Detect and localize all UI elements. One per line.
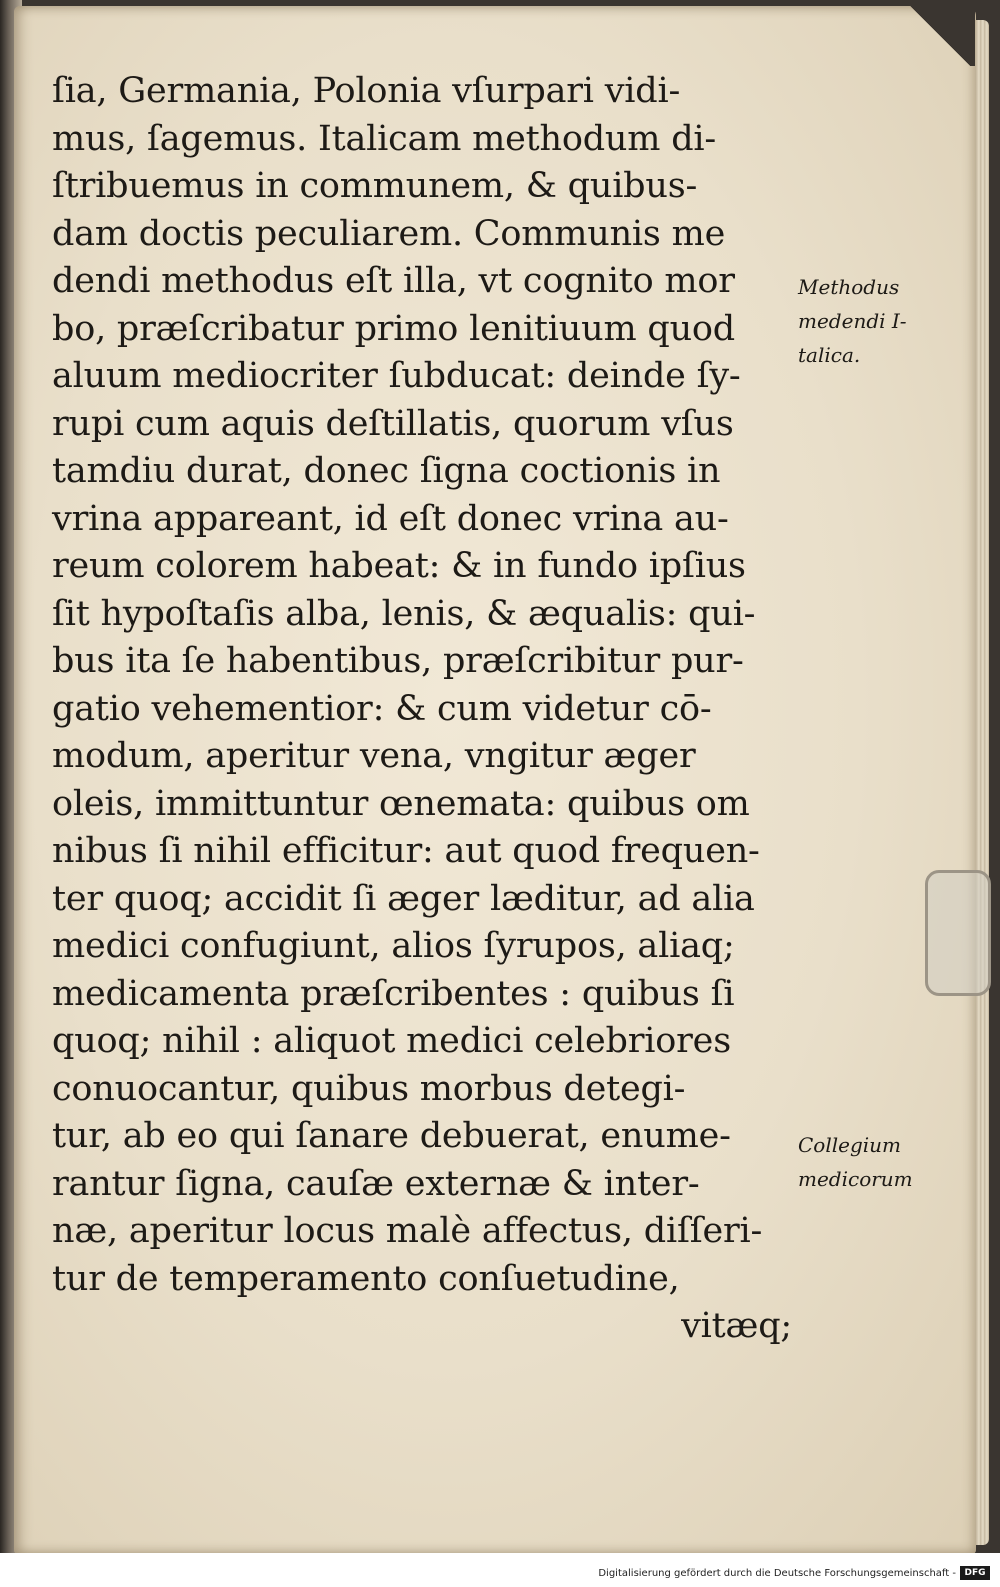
text-line: rantur ſigna, cauſæ externæ & inter-	[52, 1163, 700, 1204]
text-line: næ, aperitur locus malè affectus, diſſeri-	[52, 1211, 763, 1251]
text-line: quoq; nihil : aliquot medici celebriores	[52, 1021, 731, 1061]
text-line: conuocantur, quibus morbus detegi-	[52, 1068, 686, 1109]
text-line: tamdiu durat, donec ſigna coctionis in	[52, 451, 721, 491]
text-line: dam doctis peculiarem. Communis me	[52, 213, 726, 254]
margin-note-methodus	[798, 270, 948, 372]
margin-note-line: Collegium	[798, 1133, 902, 1157]
text-line: oleis, immittuntur œnemata: quibus om	[52, 783, 750, 824]
text-line: tur, ab eo qui ſanare debuerat, enume-	[52, 1116, 731, 1156]
margin-note-line: medicorum	[798, 1167, 913, 1191]
text-line: vrina appareant, id eſt donec vrina au-	[52, 498, 729, 539]
text-line: ſtribuemus in communem, & quibus-	[52, 166, 698, 206]
text-line: bo, præſcribatur primo lenitiuum quod	[52, 308, 736, 349]
text-line: rupi cum aquis deſtillatis, quorum vſus	[52, 403, 734, 444]
text-line: gatio vehementior: & cum videtur cō-	[52, 688, 712, 729]
text-line: aluum mediocriter ſubducat: deinde ſy-	[52, 356, 741, 396]
margin-note-line: talica.	[798, 343, 861, 367]
text-line: dendi methodus eſt illa, vt cognito mor	[52, 261, 735, 301]
text-line: ter quoq; accidit ſi æger læditur, ad alia	[52, 878, 755, 919]
margin-note-collegium	[798, 1128, 948, 1196]
text-line: modum, aperitur vena, vngitur æger	[52, 736, 696, 776]
footer-credit: Digitalisierung gefördert durch die Deutsche Forschungsgemeinschaft -	[598, 1568, 956, 1579]
text-line: bus ita ſe habentibus, præſcribitur pur-	[52, 641, 744, 681]
text-line: tur de temperamento conſuetudine,	[52, 1258, 680, 1299]
text-line: ſia, Germania, Polonia vſurpari vidi-	[52, 71, 681, 111]
text-line: reum colorem habeat: & in fundo ipſius	[52, 546, 746, 586]
text-line: nibus ſi nihil efficitur: aut quod frequen-	[52, 831, 760, 871]
catchword: vitæq;	[681, 1306, 792, 1346]
text-line: ſit hypoſtaſis alba, lenis, & æqualis: qui-	[52, 593, 756, 634]
text-line: medicamenta præſcribentes : quibus ſi	[52, 973, 735, 1014]
text-line: mus, ſagemus. Italicam methodum di-	[52, 118, 717, 159]
dfg-logo: DFG	[960, 1566, 990, 1580]
page-clip	[925, 870, 991, 996]
margin-note-line: medendi I-	[798, 309, 907, 333]
margin-note-line: Methodus	[798, 275, 900, 299]
text-line: medici confugiunt, alios ſyrupos, aliaq;	[52, 926, 735, 966]
dog-ear-corner	[905, 6, 975, 66]
body-text	[52, 68, 792, 1351]
